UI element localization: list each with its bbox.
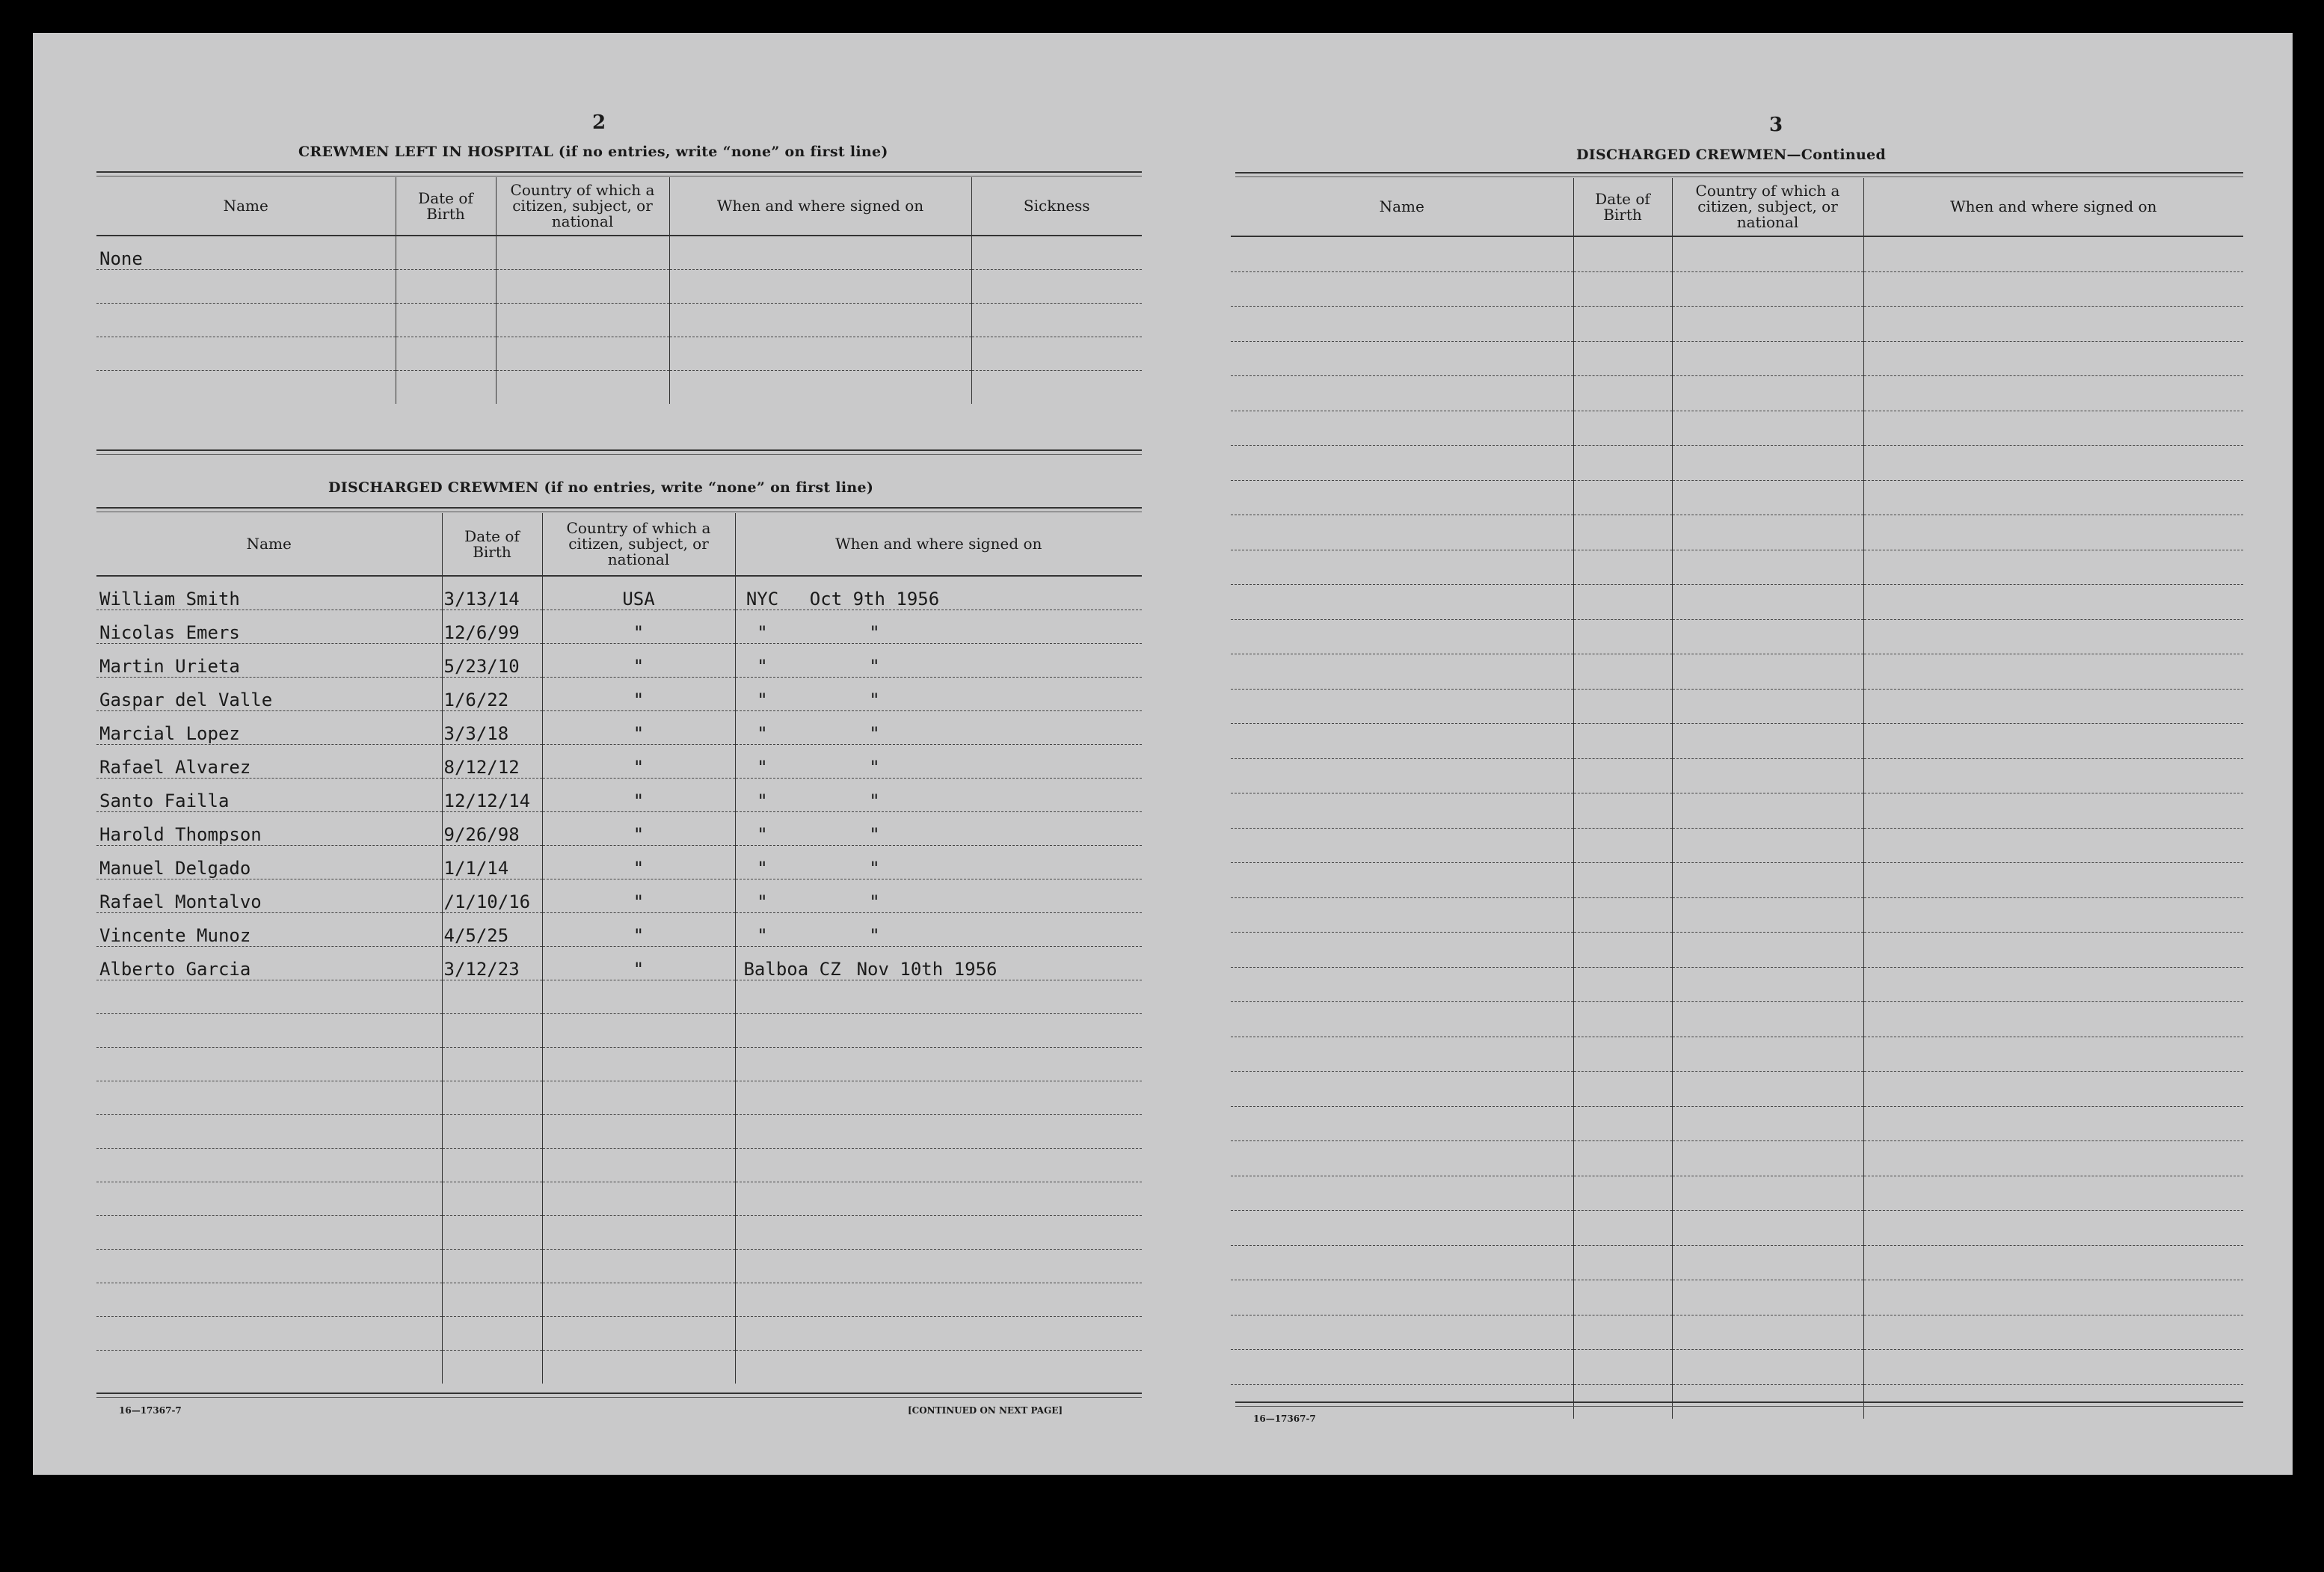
- table-row: [1231, 480, 2243, 515]
- header-signed: When and where signed on: [735, 513, 1142, 576]
- crew-signed: [735, 610, 1142, 644]
- table-row: [96, 270, 1142, 304]
- table-row: [96, 610, 1142, 644]
- table-row: [1231, 1280, 2243, 1315]
- crew-country: ": [542, 913, 735, 947]
- signed-place: ": [757, 622, 768, 643]
- crew-signed: [735, 913, 1142, 947]
- form-sheet: [33, 33, 2293, 1475]
- table-row: [1231, 1037, 2243, 1072]
- table-row: [96, 576, 1142, 610]
- table-row: [1231, 411, 2243, 446]
- crew-country: ": [542, 644, 735, 678]
- crew-country: ": [542, 879, 735, 913]
- crew-dob: 8/12/12: [442, 745, 542, 779]
- table-row: [1231, 1072, 2243, 1107]
- page-number: 2: [592, 111, 606, 134]
- table-row: [1231, 933, 2243, 968]
- table-row: [96, 779, 1142, 812]
- table-row: [96, 1182, 1142, 1216]
- crew-signed: [735, 812, 1142, 846]
- header-dob: Date of Birth: [442, 513, 542, 576]
- table-row: [1231, 446, 2243, 481]
- crew-country: ": [542, 846, 735, 879]
- signed-place: ": [757, 925, 768, 946]
- discharged-title: DISCHARGED CREWMEN: [328, 479, 539, 496]
- crew-dob: /1/10/16: [442, 879, 542, 913]
- header-country: Country of which a citizen, subject, or national: [496, 177, 669, 236]
- signed-date: ": [869, 622, 880, 643]
- table-row: [96, 879, 1142, 913]
- signed-date: ": [869, 790, 880, 811]
- table-row: [1231, 1106, 2243, 1141]
- crew-country: ": [542, 779, 735, 812]
- table-row: [96, 846, 1142, 879]
- header-country: Country of which a citizen, subject, or national: [1672, 178, 1863, 236]
- crew-name: Martin Urieta: [96, 644, 442, 678]
- crew-country: ": [542, 678, 735, 711]
- table-row: [96, 337, 1142, 371]
- signed-place: ": [757, 858, 768, 879]
- table-row: [1231, 376, 2243, 411]
- header-name: Name: [1231, 178, 1573, 236]
- crew-country: ": [542, 947, 735, 980]
- crew-dob: 3/12/23: [442, 947, 542, 980]
- crew-country: ": [542, 610, 735, 644]
- table-row: [96, 812, 1142, 846]
- form-number: 16—17367-7: [119, 1405, 182, 1416]
- table-row: [1231, 1141, 2243, 1176]
- signed-date: ": [869, 723, 880, 744]
- table-row: [1231, 1176, 2243, 1211]
- signed-place: Balboa CZ: [743, 959, 841, 980]
- table-row: [96, 1351, 1142, 1384]
- signed-date: ": [869, 824, 880, 845]
- table-row: [1231, 585, 2243, 620]
- table-row: [1231, 758, 2243, 793]
- table-row: [1231, 689, 2243, 724]
- crew-signed: [735, 846, 1142, 879]
- table-row: [96, 304, 1142, 337]
- crew-name: Santo Failla: [96, 779, 442, 812]
- discharged-section-title: [328, 479, 873, 496]
- header-country: Country of which a citizen, subject, or national: [542, 513, 735, 576]
- hospital-note: (if no entries, write “none” on first line): [558, 144, 888, 160]
- signed-date: ": [869, 690, 880, 710]
- table-row: [96, 913, 1142, 947]
- crew-name: Vincente Munoz: [96, 913, 442, 947]
- table-row: [1231, 654, 2243, 690]
- table-row: [96, 644, 1142, 678]
- crew-name: William Smith: [96, 576, 442, 610]
- crew-country: ": [542, 711, 735, 745]
- crew-dob: 9/26/98: [442, 812, 542, 846]
- crew-dob: 1/6/22: [442, 678, 542, 711]
- crew-name: Alberto Garcia: [96, 947, 442, 980]
- table-row: [1231, 550, 2243, 585]
- right-page: [1155, 33, 2293, 1475]
- table-row: [96, 947, 1142, 980]
- form-number: 16—17367-7: [1253, 1413, 1316, 1424]
- table-row: [96, 236, 1142, 270]
- header-name: Name: [96, 513, 442, 576]
- crew-signed: [735, 678, 1142, 711]
- table-row: [96, 371, 1142, 405]
- crew-dob: 12/12/14: [442, 779, 542, 812]
- table-row: [96, 1014, 1142, 1048]
- crew-country: ": [542, 745, 735, 779]
- hospital-table: [96, 177, 1142, 404]
- signed-place: ": [757, 656, 768, 677]
- table-row: [1231, 515, 2243, 550]
- table-row: [96, 1149, 1142, 1182]
- table-row: [1231, 863, 2243, 898]
- signed-date: Nov 10th 1956: [856, 959, 997, 980]
- table-row: [1231, 1211, 2243, 1246]
- crew-signed: [735, 947, 1142, 980]
- header-sickness: Sickness: [971, 177, 1142, 236]
- signed-place: ": [757, 757, 768, 778]
- crew-country: USA: [542, 576, 735, 610]
- discharged-table: [96, 513, 1142, 1384]
- signed-date: ": [869, 656, 880, 677]
- signed-place: ": [757, 790, 768, 811]
- signed-date: ": [869, 858, 880, 879]
- crew-country: ": [542, 812, 735, 846]
- table-row: [96, 1283, 1142, 1317]
- signed-date: ": [869, 925, 880, 946]
- signed-place: ": [757, 824, 768, 845]
- page-number: 3: [1769, 114, 1783, 136]
- table-row: [96, 678, 1142, 711]
- crew-signed: [735, 779, 1142, 812]
- table-row: [1231, 793, 2243, 829]
- right-page-title: DISCHARGED CREWMEN—Continued: [1576, 147, 1887, 163]
- crew-signed: [735, 711, 1142, 745]
- discharged-continued-table: [1231, 178, 2243, 1419]
- header-name: Name: [96, 177, 396, 236]
- table-row: [1231, 1350, 2243, 1385]
- table-row: [96, 745, 1142, 779]
- header-dob: Date of Birth: [396, 177, 496, 236]
- crew-signed: [735, 576, 1142, 610]
- left-page: [33, 33, 1155, 1475]
- discharged-note: (if no entries, write “none” on first line): [544, 479, 874, 496]
- table-row: [1231, 967, 2243, 1002]
- crew-name: Rafael Montalvo: [96, 879, 442, 913]
- table-row: [1231, 619, 2243, 654]
- table-row: [1231, 1245, 2243, 1280]
- table-row: [96, 711, 1142, 745]
- signed-date: Oct 9th 1956: [809, 589, 940, 610]
- signed-date: ": [869, 891, 880, 912]
- hospital-section-title: [298, 144, 888, 160]
- crew-signed: [735, 879, 1142, 913]
- table-row: [1231, 897, 2243, 933]
- signed-place: ": [757, 723, 768, 744]
- hospital-first-entry: None: [96, 236, 396, 270]
- table-row: [96, 1216, 1142, 1250]
- table-row: [96, 1317, 1142, 1351]
- signed-place: NYC: [746, 589, 779, 610]
- crew-dob: 12/6/99: [442, 610, 542, 644]
- table-row: [1231, 828, 2243, 863]
- table-row: [96, 1115, 1142, 1149]
- table-row: [1231, 271, 2243, 307]
- table-row: [1231, 724, 2243, 759]
- table-row: [96, 980, 1142, 1014]
- table-row: [96, 1048, 1142, 1081]
- crew-dob: 5/23/10: [442, 644, 542, 678]
- header-signed: When and where signed on: [669, 177, 971, 236]
- crew-name: Marcial Lopez: [96, 711, 442, 745]
- crew-name: Manuel Delgado: [96, 846, 442, 879]
- crew-name: Nicolas Emers: [96, 610, 442, 644]
- crew-dob: 4/5/25: [442, 913, 542, 947]
- table-row: [1231, 341, 2243, 376]
- signed-date: ": [869, 757, 880, 778]
- signed-place: ": [757, 690, 768, 710]
- hospital-title: CREWMEN LEFT IN HOSPITAL: [298, 144, 553, 160]
- table-row: [1231, 1315, 2243, 1350]
- table-row: [1231, 1002, 2243, 1037]
- crew-dob: 3/13/14: [442, 576, 542, 610]
- crew-signed: [735, 644, 1142, 678]
- signed-place: ": [757, 891, 768, 912]
- crew-dob: 1/1/14: [442, 846, 542, 879]
- continued-note: [CONTINUED ON NEXT PAGE]: [908, 1405, 1063, 1416]
- table-row: [96, 1250, 1142, 1283]
- crew-dob: 3/3/18: [442, 711, 542, 745]
- crew-signed: [735, 745, 1142, 779]
- crew-name: Rafael Alvarez: [96, 745, 442, 779]
- table-row: [1231, 307, 2243, 342]
- crew-name: Harold Thompson: [96, 812, 442, 846]
- table-row: [1231, 236, 2243, 271]
- header-dob: Date of Birth: [1573, 178, 1672, 236]
- crew-name: Gaspar del Valle: [96, 678, 442, 711]
- table-row: [96, 1081, 1142, 1115]
- header-signed: When and where signed on: [1863, 178, 2243, 236]
